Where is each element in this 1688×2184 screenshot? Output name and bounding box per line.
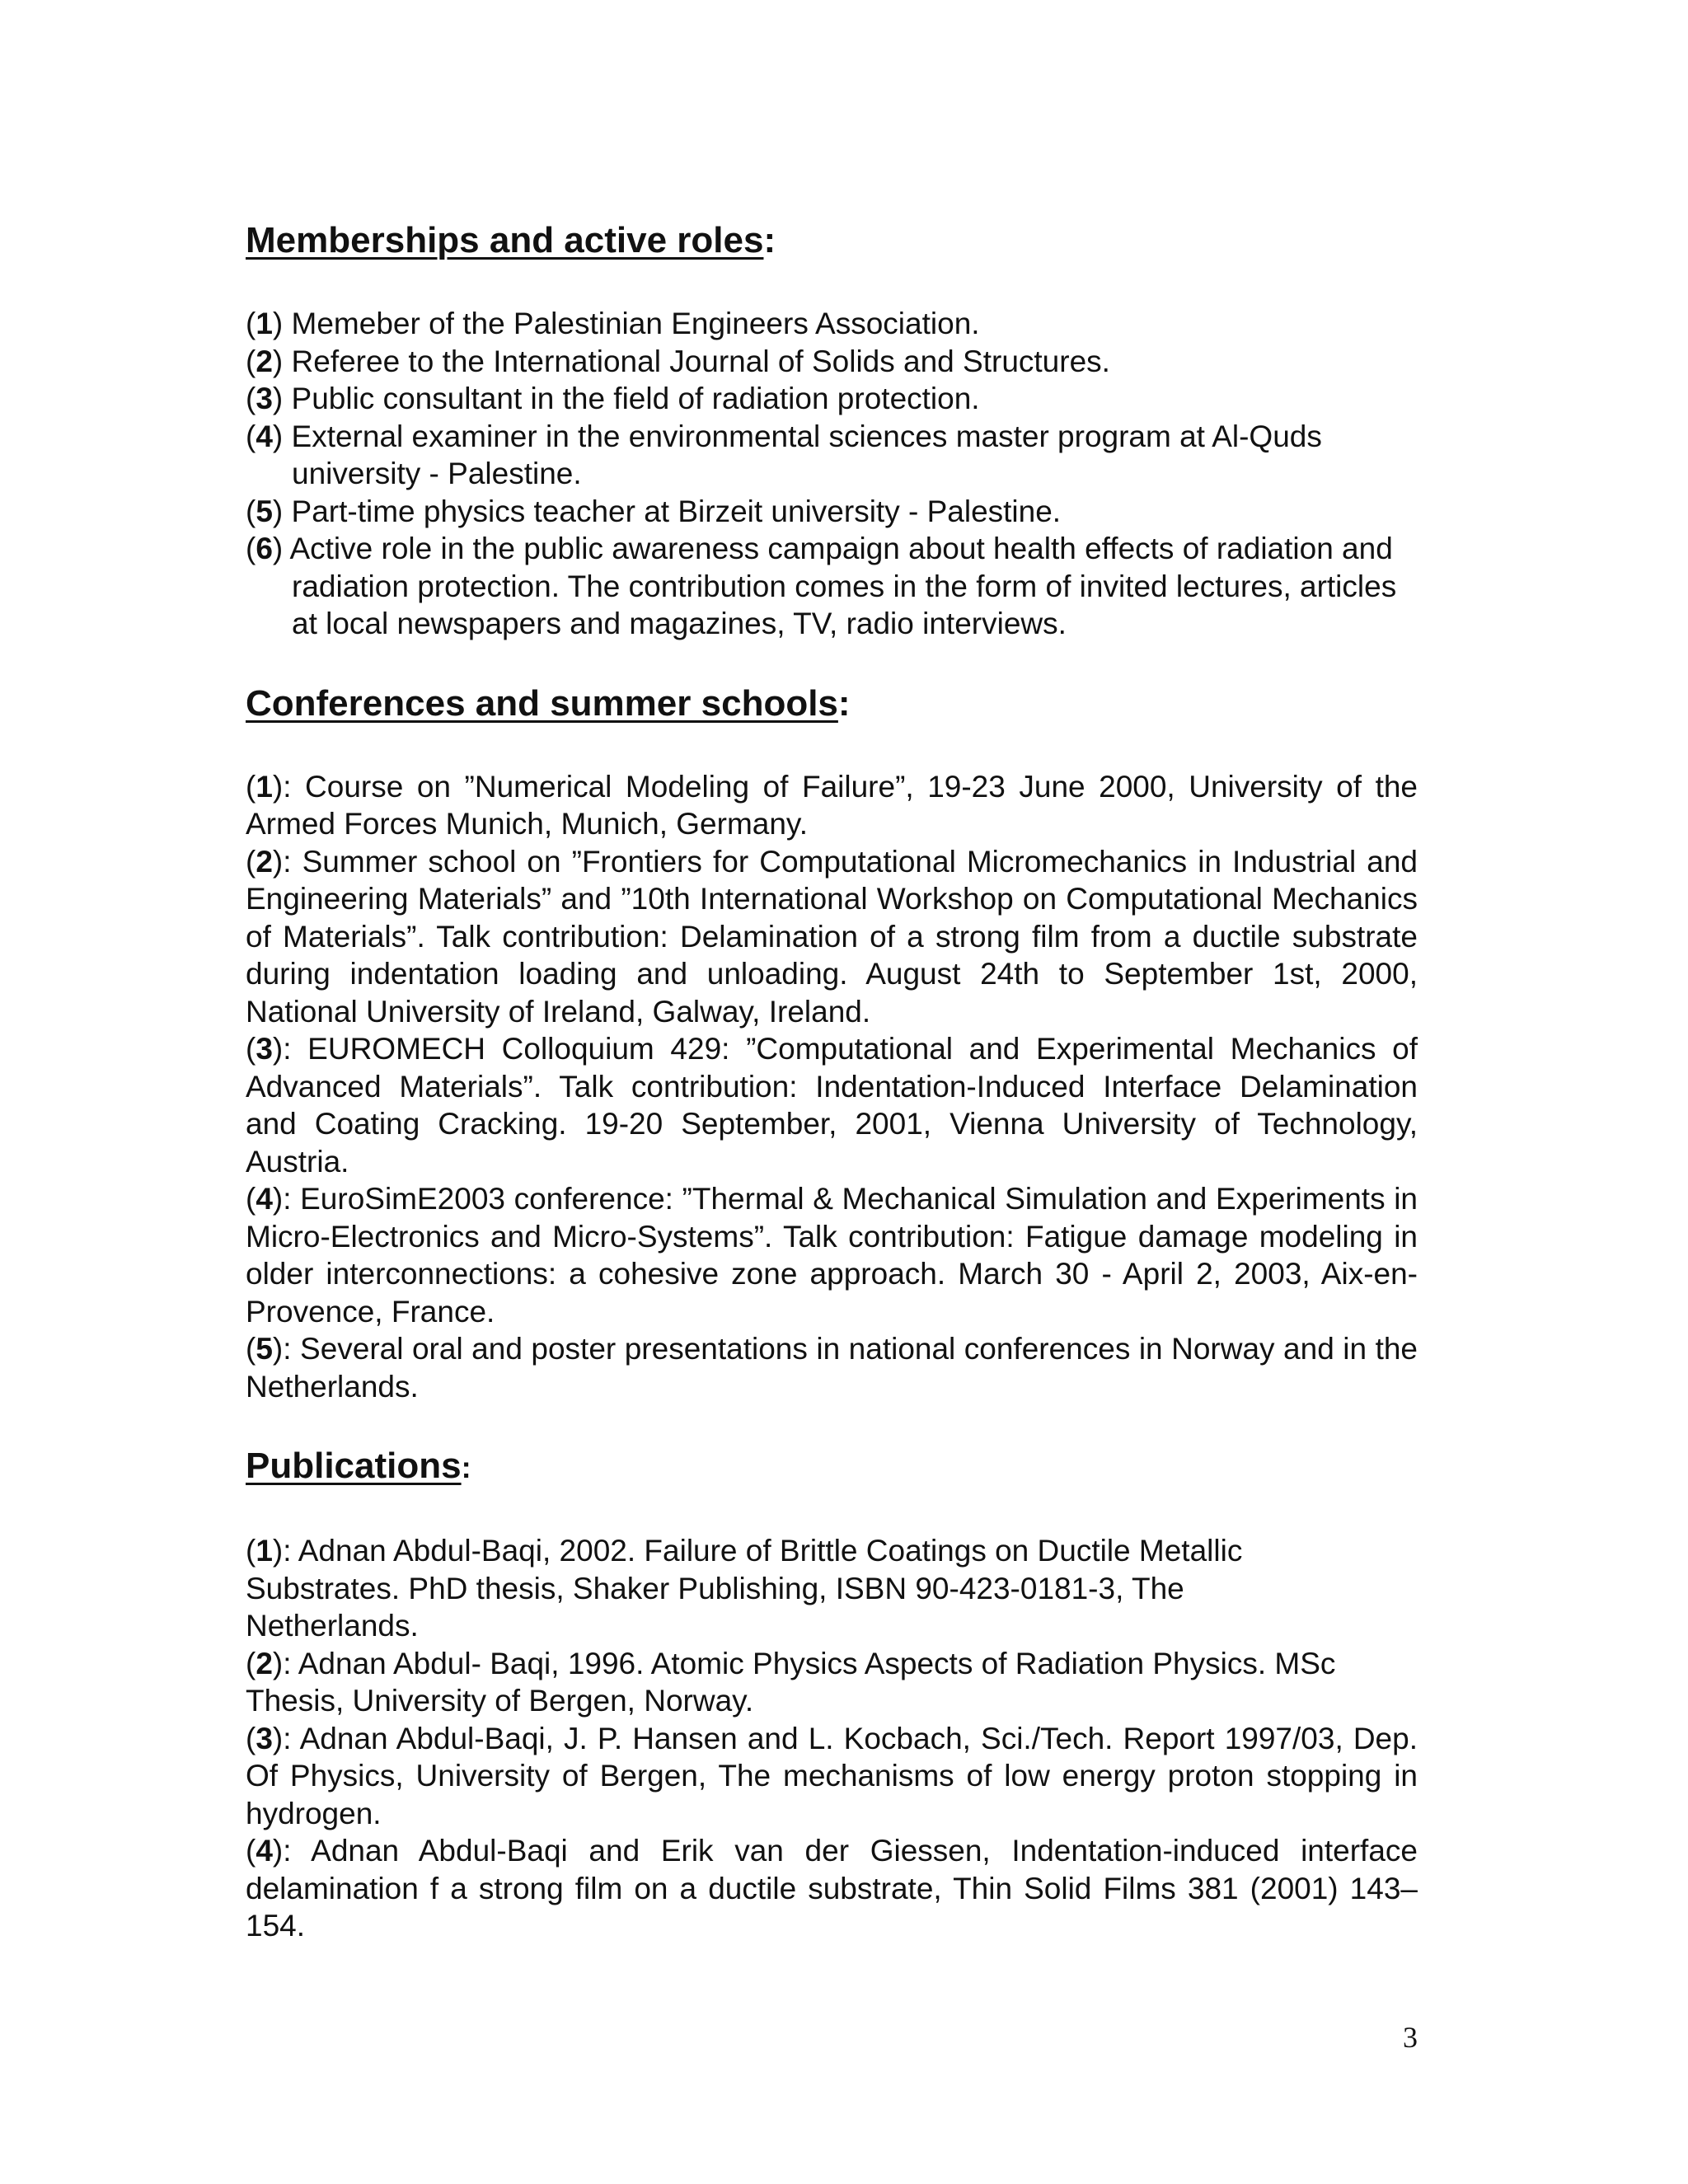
publication-item xyxy=(246,1645,1418,1720)
membership-item xyxy=(246,418,1418,493)
item-open-paren: ( xyxy=(246,1332,256,1366)
item-number: 3 xyxy=(256,1032,273,1066)
conference-item xyxy=(246,1330,1418,1405)
item-close-paren: ): xyxy=(272,1332,301,1366)
conference-item xyxy=(246,1180,1418,1330)
item-close-paren: ): xyxy=(272,1834,312,1868)
item-open-paren: ( xyxy=(246,844,256,879)
item-number: 3 xyxy=(256,1721,273,1755)
item-open-paren: ( xyxy=(246,532,256,565)
item-open-paren: ( xyxy=(246,419,256,453)
membership-item xyxy=(246,343,1418,381)
item-number: 1 xyxy=(256,307,273,340)
item-text: Summer school on ”Frontiers for Computational Micromechanics in Industrial and Engineering Materials” and ”10th International Workshop on Computational Mechanics of Materials”. Talk contribution: Delamination of a strong film from a ductile substrate during indentation loading and unloading. August 24th to September 1st, 2000, National University of Ireland, Galway, Ireland. xyxy=(246,844,1418,1029)
item-text: Referee to the International Journal of Solids and Structures. xyxy=(291,344,1110,378)
item-open-paren: ( xyxy=(246,494,256,528)
item-text: EuroSimE2003 conference: ”Thermal & Mechanical Simulation and Experiments in Micro-Electronics and Micro-Systems”. Talk contribution: Fatigue damage modeling in older interconnections: a cohesive zone approach. March 30 - April 2, 2003, Aix-en-Provence, France. xyxy=(246,1182,1418,1329)
item-number: 4 xyxy=(256,1182,273,1216)
item-open-paren: ( xyxy=(246,1182,256,1216)
item-number: 4 xyxy=(256,1834,273,1868)
memberships-heading-colon: : xyxy=(763,220,776,260)
item-open-paren: ( xyxy=(246,1534,256,1568)
item-open-paren: ( xyxy=(246,307,256,340)
item-number: 5 xyxy=(256,1332,273,1366)
conferences-section xyxy=(246,679,1418,1406)
item-close-paren: ): xyxy=(272,1721,300,1755)
conference-item xyxy=(246,1030,1418,1180)
publications-heading xyxy=(246,1441,1418,1493)
item-close-paren: ) xyxy=(272,532,290,565)
page-number: 3 xyxy=(1403,2021,1418,2054)
item-number: 2 xyxy=(256,344,273,378)
item-close-paren: ) xyxy=(272,307,292,340)
item-close-paren: ): xyxy=(272,844,302,879)
item-text: Part-time physics teacher at Birzeit university - Palestine. xyxy=(291,494,1062,528)
publications-section xyxy=(246,1441,1418,1945)
item-number: 5 xyxy=(256,494,273,528)
item-open-paren: ( xyxy=(246,1646,256,1680)
item-number: 6 xyxy=(256,532,273,565)
item-number: 1 xyxy=(256,769,273,804)
item-text: External examiner in the environmental sciences master program at Al-Quds university - Palestine. xyxy=(291,419,1322,490)
item-number: 2 xyxy=(256,1646,273,1680)
membership-item xyxy=(246,380,1418,418)
item-close-paren: ): xyxy=(272,1646,298,1680)
item-number: 3 xyxy=(256,382,273,415)
memberships-heading-text: Memberships and active roles xyxy=(246,220,764,260)
item-open-paren: ( xyxy=(246,1834,256,1868)
item-text: Several oral and poster presentations in national conferences in Norway and in the Netherlands. xyxy=(246,1332,1418,1404)
item-text: Course on ”Numerical Modeling of Failure”, 19-23 June 2000, University of the Armed Forces Munich, Munich, Germany. xyxy=(246,769,1418,841)
item-number: 4 xyxy=(256,419,273,453)
publication-item xyxy=(246,1720,1418,1833)
item-text: Adnan Abdul-Baqi, 2002. Failure of Brittle Coatings on Ductile Metallic Substrates. PhD thesis, Shaker Publishing, ISBN 90-423-0181-3, The Netherlands. xyxy=(246,1534,1243,1643)
page-content xyxy=(246,216,1418,1945)
item-text: Public consultant in the field of radiation protection. xyxy=(291,382,980,415)
item-text: Active role in the public awareness campaign about health effects of radiation and radiation protection. The contribution comes in the form of invited lectures, articles at local newspapers and magazines, TV, radio interviews. xyxy=(289,532,1397,640)
item-close-paren: ) xyxy=(272,419,292,453)
item-close-paren: ): xyxy=(272,1534,298,1568)
item-open-paren: ( xyxy=(246,344,256,378)
membership-item xyxy=(246,530,1418,643)
item-close-paren: ): xyxy=(272,1182,301,1216)
memberships-section xyxy=(246,216,1418,643)
item-text: EUROMECH Colloquium 429: ”Computational and Experimental Mechanics of Advanced Materials”. Talk contribution: Indentation-Induced Interface Delamination and Coating Cracking. 19-20 September, 2001, Vienna University of Technology, Austria. xyxy=(246,1032,1418,1179)
membership-item xyxy=(246,305,1418,343)
item-number: 2 xyxy=(256,844,273,879)
item-text: Adnan Abdul- Baqi, 1996. Atomic Physics Aspects of Radiation Physics. MSc Thesis, University of Bergen, Norway. xyxy=(246,1646,1336,1718)
membership-item xyxy=(246,493,1418,531)
item-open-paren: ( xyxy=(246,382,256,415)
conferences-heading-colon: : xyxy=(837,682,851,724)
item-close-paren: ): xyxy=(272,1032,308,1066)
conferences-heading-text: Conferences and summer schools xyxy=(246,682,838,724)
item-open-paren: ( xyxy=(246,1721,256,1755)
publication-item xyxy=(246,1832,1418,1945)
publications-heading-colon: : xyxy=(461,1451,471,1484)
item-text: Adnan Abdul-Baqi and Erik van der Giessen, Indentation-induced interface delamination f a strong film on a ductile substrate, Thin Solid Films 381 (2001) 143–154. xyxy=(246,1834,1418,1943)
conferences-heading xyxy=(246,679,1418,729)
item-close-paren: ): xyxy=(272,769,306,804)
item-text: Adnan Abdul-Baqi, J. P. Hansen and L. Kocbach, Sci./Tech. Report 1997/03, Dep. Of Physics, University of Bergen, The mechanisms of low energy proton stopping in hydrogen. xyxy=(246,1721,1418,1830)
conference-item xyxy=(246,843,1418,1031)
conference-item xyxy=(246,768,1418,843)
item-open-paren: ( xyxy=(246,769,256,804)
item-text: Memeber of the Palestinian Engineers Association. xyxy=(291,307,980,340)
item-number: 1 xyxy=(256,1534,273,1568)
item-close-paren: ) xyxy=(272,344,292,378)
item-open-paren: ( xyxy=(246,1032,256,1066)
item-close-paren: ) xyxy=(272,494,292,528)
memberships-heading xyxy=(246,216,1418,265)
publications-heading-text: Publications xyxy=(246,1446,462,1486)
publication-item xyxy=(246,1532,1418,1645)
item-close-paren: ) xyxy=(272,382,292,415)
